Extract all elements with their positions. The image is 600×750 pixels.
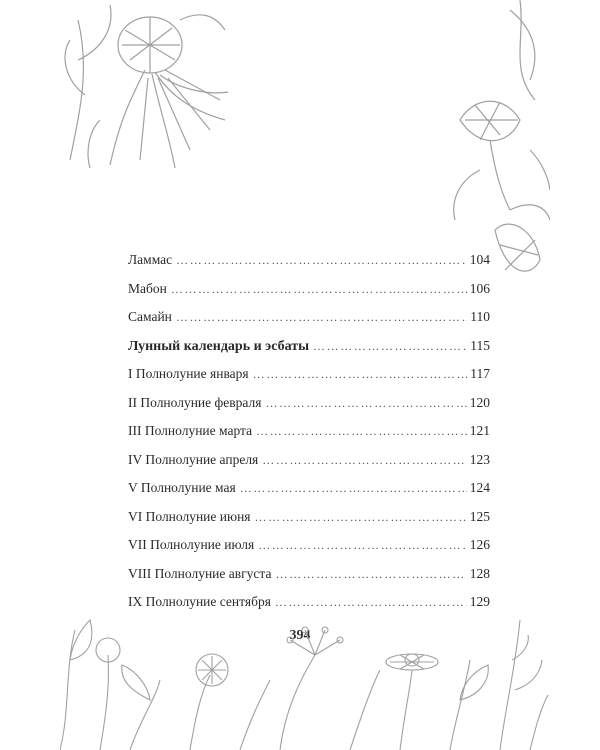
toc-entry[interactable] (128, 509, 490, 538)
toc-entry[interactable] (128, 395, 490, 424)
toc-entry-title: IX Полнолуние сентября (128, 594, 271, 609)
toc-entry-page-number: 117 (470, 366, 490, 381)
toc-entry-title: VIII Полнолуние августа (128, 565, 272, 581)
toc-entry[interactable] (128, 566, 490, 595)
toc-entry-title: VII Полнолуние июля (128, 537, 255, 552)
dot-leader (262, 453, 466, 468)
page-number: 394 (289, 628, 311, 643)
toc-entry-page-number: 124 (469, 480, 490, 495)
toc-entry-title: Лунный календарь и эсбаты (128, 338, 310, 354)
toc-section-heading[interactable] (128, 338, 490, 367)
toc-entry-page-number: 123 (469, 451, 490, 467)
toc-entry-title: IV Полнолуние апреля (128, 451, 259, 467)
toc-entry-page-number: 126 (469, 537, 490, 552)
dot-leader (313, 339, 467, 354)
toc-entry-page-number: 106 (469, 280, 490, 296)
dot-leader (176, 310, 467, 325)
toc-entry-title: III Полнолуние марта (128, 423, 253, 438)
toc-entry[interactable] (128, 423, 490, 452)
toc-entry[interactable] (128, 452, 490, 481)
toc-entry-title: II Полнолуние февраля (128, 394, 262, 410)
dot-leader (240, 481, 467, 496)
toc-entry-title: VI Полнолуние июня (128, 508, 251, 524)
toc-entry[interactable] (128, 309, 490, 338)
toc-entry-title: I Полнолуние января (128, 366, 249, 381)
toc-entry[interactable] (128, 281, 490, 310)
toc-entry-title: Ламмас (128, 252, 173, 267)
toc-entry[interactable] (128, 366, 490, 395)
toc-entry[interactable] (128, 480, 490, 509)
dot-leader (255, 510, 467, 525)
toc-entry[interactable] (128, 252, 490, 281)
thistle-flower-illustration (60, 0, 230, 170)
toc-entry-page-number: 121 (469, 423, 490, 438)
dot-leader (171, 282, 467, 297)
toc-entry-page-number: 110 (470, 309, 490, 324)
toc-entry-page-number: 129 (469, 594, 490, 609)
dot-leader (256, 424, 467, 439)
dot-leader (258, 538, 467, 553)
toc-entry-title: Мабон (128, 280, 167, 296)
dot-leader (253, 367, 468, 382)
toc-entry-title: Самайн (128, 309, 172, 324)
toc-entry-page-number: 104 (469, 252, 490, 267)
toc-entry[interactable] (128, 537, 490, 566)
dot-leader (275, 567, 466, 582)
table-of-contents (128, 252, 490, 623)
toc-entry-title: V Полнолуние мая (128, 480, 236, 495)
wildflower-meadow-illustration (60, 600, 550, 750)
dot-leader (176, 253, 467, 268)
toc-entry-page-number: 120 (469, 394, 490, 410)
toc-entry-page-number: 115 (470, 337, 490, 353)
toc-entry-page-number: 125 (469, 508, 490, 524)
toc-entry-page-number: 128 (469, 565, 490, 581)
dot-leader (265, 396, 466, 411)
